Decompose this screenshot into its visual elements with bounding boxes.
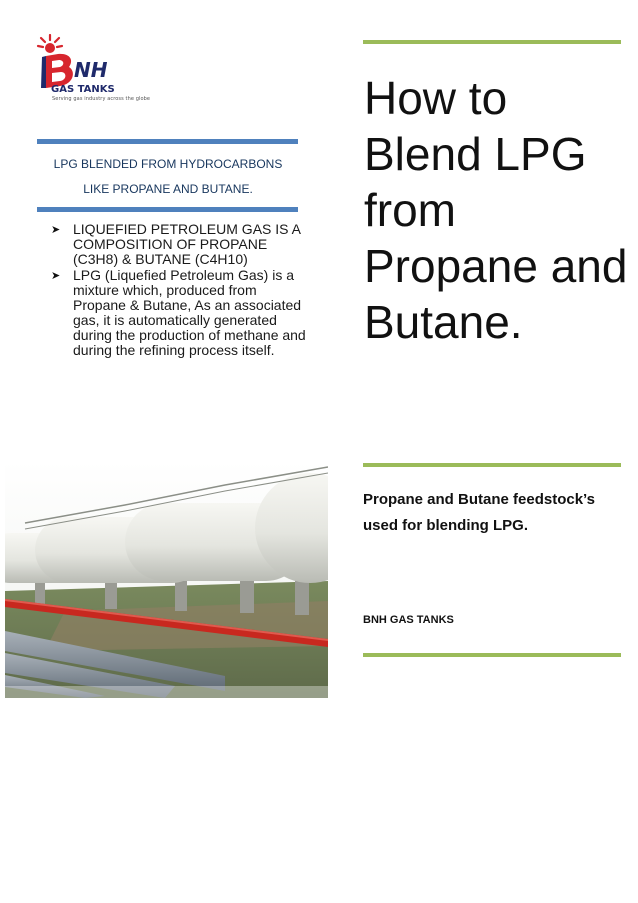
bullet-item-composition (45, 222, 307, 267)
company-name: BNH GAS TANKS (363, 614, 454, 626)
bullet-text: LPG (Liquefied Petroleum Gas) is a mixture which, produced from Propane & Butane, As an associated gas, it is automatically generated during the production of methane and during the refining process itself. (73, 267, 306, 358)
document-title: How to Blend LPG from Propane and Butane. (364, 72, 628, 348)
green-divider-bottom (363, 653, 621, 657)
green-divider-middle (363, 463, 621, 467)
logo-letters: NH (74, 58, 108, 82)
bullet-text: LIQUEFIED PETROLEUM GAS IS A COMPOSITION OF PROPANE (C3H8) & BUTANE (C4H10) (73, 221, 301, 267)
logo-product: GAS TANKS (51, 84, 115, 95)
section-title (37, 152, 299, 202)
green-divider-top (363, 40, 621, 44)
section-title-line-2: LIKE PROPANE AND BUTANE. (83, 182, 253, 196)
bottom-blue-divider (37, 207, 298, 212)
tank-farm-image (5, 461, 328, 698)
top-blue-divider (37, 139, 298, 144)
arrow-bullet-icon: ➤ (51, 224, 61, 236)
arrow-bullet-icon: ➤ (51, 270, 61, 282)
bullet-list (45, 222, 307, 359)
document-subtitle: Propane and Butane feedstock’s used for blending LPG. (363, 491, 596, 534)
gas-tanks-photo (5, 461, 328, 698)
bullet-item-definition (45, 268, 307, 358)
section-title-line-1: LPG BLENDED FROM HYDROCARBONS (53, 157, 283, 171)
logo-tagline: Serving gas industry across the globe (52, 96, 151, 102)
